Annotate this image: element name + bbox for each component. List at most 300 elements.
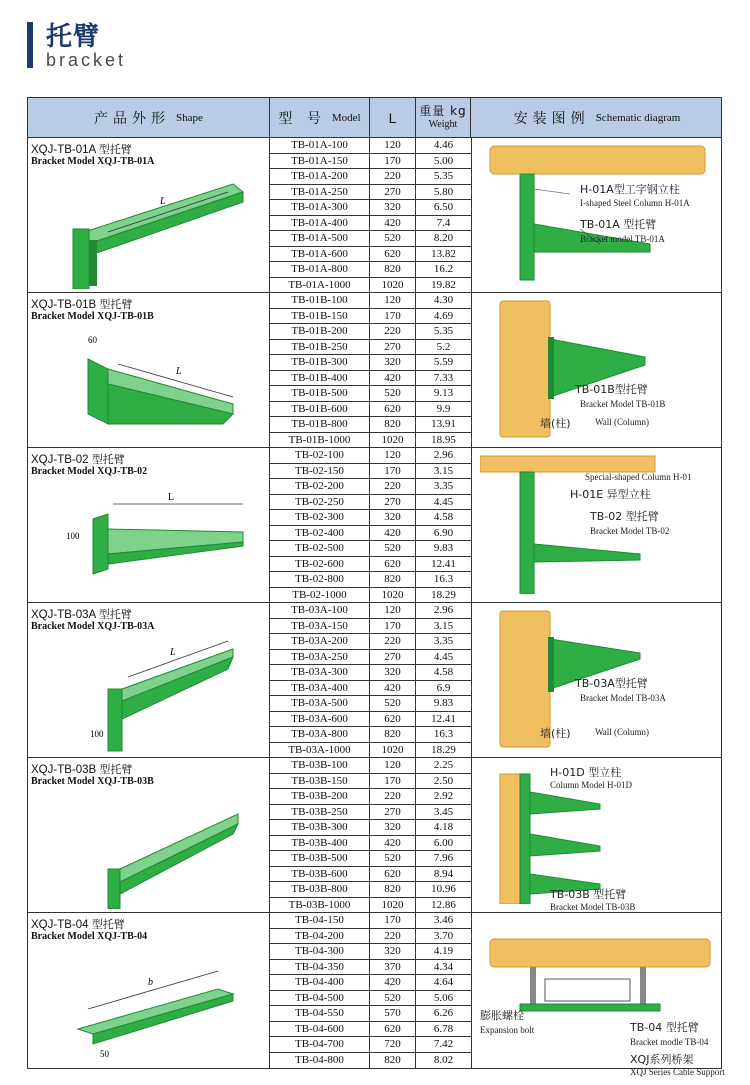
- length-cell: 820: [370, 572, 416, 587]
- schematic-diagram: [471, 603, 723, 757]
- weight-cell: 9.13: [433, 387, 454, 399]
- diagram-label: 膨胀螺栓: [480, 1009, 524, 1022]
- table-row: [270, 185, 471, 201]
- weight-cell: 4.18: [433, 821, 454, 833]
- diagram-label: I-shaped Steel Column H-01A: [580, 198, 690, 208]
- length-cell: 520: [370, 386, 416, 401]
- length-cell: 620: [370, 1022, 416, 1037]
- length-cell: 820: [370, 882, 416, 897]
- bracket-spec-table: [27, 97, 725, 1077]
- diagram-label: TB-03B 型托臂: [550, 888, 627, 901]
- diagram-label: TB-02 型托臂: [590, 510, 659, 523]
- page-title: 托臂: [46, 22, 101, 52]
- table-row: [270, 588, 471, 604]
- model-cell: TB-01B-400: [270, 371, 370, 386]
- length-cell: 120: [370, 758, 416, 773]
- dim-label-2: 60: [88, 335, 97, 345]
- shape-cell: [28, 758, 270, 912]
- col-diagram: [471, 98, 723, 138]
- model-cell: TB-04-150: [270, 913, 370, 928]
- length-cell: 1020: [370, 433, 416, 449]
- table-row: [270, 805, 471, 821]
- col-model-en: Model: [331, 112, 361, 124]
- length-cell: 220: [370, 929, 416, 944]
- table-row: [270, 1037, 471, 1053]
- model-cell: TB-04-550: [270, 1006, 370, 1021]
- weight-cell: 13.91: [431, 418, 456, 430]
- length-cell: 120: [370, 138, 416, 153]
- model-cell: TB-01A-600: [270, 247, 370, 262]
- model-cell: TB-02-600: [270, 557, 370, 572]
- model-cell: TB-02-200: [270, 479, 370, 494]
- length-cell: 320: [370, 510, 416, 525]
- weight-cell: 2.50: [433, 774, 454, 787]
- diagram-label: 墙(柱): [540, 727, 571, 740]
- model-cell: TB-01A-400: [270, 216, 370, 231]
- length-cell: 270: [370, 340, 416, 355]
- model-cell: TB-02-250: [270, 495, 370, 510]
- bracket-group: [28, 758, 721, 913]
- length-cell: 320: [370, 355, 416, 370]
- bracket-group: [28, 293, 721, 448]
- length-cell: 820: [370, 727, 416, 742]
- model-cell: TB-01B-150: [270, 309, 370, 324]
- table-row: [270, 836, 471, 852]
- length-cell: 320: [370, 944, 416, 959]
- group-subtitle: Bracket Model XQJ-TB-02: [31, 466, 148, 477]
- model-cell: TB-01A-1000: [270, 278, 370, 294]
- model-cell: TB-04-800: [270, 1053, 370, 1069]
- table-row: [270, 479, 471, 495]
- col-weight-en: Weight: [428, 119, 458, 130]
- dim-label: L: [170, 647, 176, 658]
- model-cell: TB-03B-150: [270, 774, 370, 789]
- model-cell: TB-01A-500: [270, 231, 370, 246]
- col-diagram-cn: 安装图例: [513, 111, 590, 127]
- length-cell: 220: [370, 324, 416, 339]
- model-cell: TB-03A-100: [270, 603, 370, 618]
- weight-cell: 4.58: [433, 511, 454, 523]
- bracket-group: [28, 913, 725, 1077]
- length-cell: 220: [370, 789, 416, 804]
- diagram-label: 墙(柱): [540, 417, 571, 430]
- weight-cell: 5.35: [433, 325, 454, 337]
- weight-cell: 3.15: [433, 619, 454, 632]
- model-cell: TB-01B-100: [270, 293, 370, 308]
- diagram-label: Special-shaped Column H-01: [585, 472, 692, 482]
- table-row: [270, 324, 471, 340]
- length-cell: 420: [370, 526, 416, 541]
- model-cell: TB-01A-300: [270, 200, 370, 215]
- diagram-label: Bracket Model TB-03A: [580, 693, 666, 703]
- table-row: [270, 154, 471, 170]
- table-row: [270, 464, 471, 480]
- weight-cell: 4.34: [433, 960, 454, 973]
- col-weight-cn: 重量 kg: [419, 104, 467, 118]
- group-title-en: XQJ-TB-03A: [31, 609, 96, 621]
- spec-rows: [270, 293, 471, 448]
- model-cell: TB-04-350: [270, 960, 370, 975]
- dim-label: L: [168, 492, 175, 503]
- length-cell: 1020: [370, 588, 416, 604]
- weight-cell: 9.83: [433, 542, 454, 554]
- diagram-label: TB-03A型托臂: [575, 677, 648, 690]
- model-cell: TB-01A-250: [270, 185, 370, 200]
- bracket-illustration: [48, 484, 248, 604]
- table-row: [270, 913, 471, 929]
- bracket-group: [28, 603, 721, 758]
- weight-cell: 2.92: [433, 790, 454, 802]
- model-cell: TB-03B-200: [270, 789, 370, 804]
- table-row: [270, 851, 471, 867]
- table-row: [270, 727, 471, 743]
- table-row: [270, 1053, 471, 1069]
- length-cell: 220: [370, 169, 416, 184]
- diagram-label: TB-04 型托臂: [630, 1021, 699, 1034]
- length-cell: 170: [370, 913, 416, 928]
- table-header: [28, 98, 721, 138]
- model-cell: TB-03A-250: [270, 650, 370, 665]
- length-cell: 370: [370, 960, 416, 975]
- table-row: [270, 293, 471, 309]
- diagram-label: XQJ Series Cable Support: [630, 1067, 725, 1077]
- dim-label-2: 50: [100, 1049, 109, 1059]
- group-title-en: XQJ-TB-02: [31, 454, 89, 466]
- model-cell: TB-03B-1000: [270, 898, 370, 914]
- shape-cell: [28, 603, 270, 757]
- table-row: [270, 433, 471, 449]
- model-cell: TB-01B-250: [270, 340, 370, 355]
- weight-cell: 4.19: [433, 945, 454, 957]
- table-row: [270, 619, 471, 635]
- model-cell: TB-03B-250: [270, 805, 370, 820]
- group-title-en: XQJ-TB-01A: [31, 144, 96, 156]
- weight-cell: 8.94: [433, 867, 454, 880]
- model-cell: TB-01A-800: [270, 262, 370, 277]
- header-accent-bar: [27, 22, 33, 68]
- diagram-label: Expansion bolt: [480, 1025, 535, 1035]
- weight-cell: 5.06: [433, 991, 454, 1004]
- weight-cell: 7.4: [436, 216, 451, 229]
- table-row: [270, 867, 471, 883]
- schematic-diagram: [471, 913, 725, 1077]
- weight-cell: 4.46: [433, 139, 454, 151]
- table-row: [270, 355, 471, 371]
- table-row: [270, 448, 471, 464]
- diagram-label: Bracket modle TB-04: [630, 1037, 709, 1047]
- model-cell: TB-03B-100: [270, 758, 370, 773]
- length-cell: 170: [370, 464, 416, 479]
- bracket-illustration: [48, 639, 248, 759]
- length-cell: 420: [370, 681, 416, 696]
- shape-cell: [28, 138, 270, 292]
- group-subtitle: Bracket Model XQJ-TB-01A: [31, 156, 155, 167]
- table-row: [270, 247, 471, 263]
- col-shape-en: Shape: [176, 112, 203, 124]
- length-cell: 120: [370, 293, 416, 308]
- bracket-group: [28, 448, 721, 603]
- model-cell: TB-04-400: [270, 975, 370, 990]
- length-cell: 420: [370, 836, 416, 851]
- weight-cell: 3.46: [433, 914, 454, 926]
- model-cell: TB-03A-1000: [270, 743, 370, 759]
- weight-cell: 8.02: [433, 1053, 454, 1066]
- dim-label: b: [148, 977, 153, 988]
- dim-label-2: 100: [66, 531, 80, 541]
- model-cell: TB-03B-500: [270, 851, 370, 866]
- table-row: [270, 572, 471, 588]
- weight-cell: 5.59: [433, 356, 454, 368]
- weight-cell: 4.64: [433, 976, 454, 988]
- table-row: [270, 758, 471, 774]
- length-cell: 1020: [370, 898, 416, 914]
- table-row: [270, 262, 471, 278]
- diagram-label: H-01A型工字钢立柱: [580, 183, 680, 196]
- weight-cell: 7.42: [433, 1038, 454, 1050]
- group-title-cn: 型托臂: [91, 918, 125, 931]
- weight-cell: 19.82: [431, 278, 456, 291]
- weight-cell: 5.35: [433, 170, 454, 182]
- table-row: [270, 634, 471, 650]
- weight-cell: 9.9: [436, 402, 451, 415]
- weight-cell: 13.82: [431, 247, 456, 260]
- group-subtitle: Bracket Model XQJ-TB-03B: [31, 776, 154, 787]
- weight-cell: 6.90: [433, 526, 454, 539]
- model-cell: TB-01B-200: [270, 324, 370, 339]
- bracket-illustration: [48, 794, 248, 914]
- table-row: [270, 681, 471, 697]
- table-row: [270, 929, 471, 945]
- model-cell: TB-01B-500: [270, 386, 370, 401]
- shape-cell: [28, 913, 270, 1068]
- weight-cell: 18.95: [431, 433, 456, 446]
- weight-cell: 6.26: [433, 1007, 454, 1019]
- weight-cell: 12.41: [431, 712, 456, 725]
- weight-cell: 2.96: [433, 449, 454, 461]
- table-row: [270, 200, 471, 216]
- length-cell: 620: [370, 712, 416, 727]
- length-cell: 220: [370, 479, 416, 494]
- dim-label-2: 100: [90, 729, 104, 739]
- model-cell: TB-02-100: [270, 448, 370, 463]
- length-cell: 120: [370, 448, 416, 463]
- bracket-group: [28, 138, 721, 293]
- model-cell: TB-01A-200: [270, 169, 370, 184]
- length-cell: 820: [370, 1053, 416, 1069]
- col-shape-cn: 产品外形: [94, 111, 171, 127]
- model-cell: TB-04-300: [270, 944, 370, 959]
- table-row: [270, 231, 471, 247]
- model-cell: TB-03B-800: [270, 882, 370, 897]
- length-cell: 170: [370, 154, 416, 169]
- group-title: [31, 296, 132, 312]
- diagram-label: XQJ系列桥架: [630, 1053, 694, 1066]
- table-row: [270, 557, 471, 573]
- table-row: [270, 371, 471, 387]
- group-title-cn: 型托臂: [99, 763, 133, 776]
- model-cell: TB-03B-300: [270, 820, 370, 835]
- table-row: [270, 526, 471, 542]
- length-cell: 120: [370, 603, 416, 618]
- weight-cell: 4.58: [433, 666, 454, 678]
- length-cell: 170: [370, 774, 416, 789]
- length-cell: 270: [370, 805, 416, 820]
- table-row: [270, 820, 471, 836]
- schematic-diagram: [471, 448, 723, 602]
- group-subtitle: Bracket Model XQJ-TB-01B: [31, 311, 154, 322]
- model-cell: TB-02-300: [270, 510, 370, 525]
- weight-cell: 3.70: [433, 929, 454, 942]
- length-cell: 270: [370, 650, 416, 665]
- length-cell: 420: [370, 216, 416, 231]
- model-cell: TB-01A-100: [270, 138, 370, 153]
- model-cell: TB-03B-400: [270, 836, 370, 851]
- model-cell: TB-01B-600: [270, 402, 370, 417]
- model-cell: TB-03A-200: [270, 634, 370, 649]
- weight-cell: 4.30: [433, 294, 454, 306]
- weight-cell: 3.35: [433, 480, 454, 492]
- group-title-en: XQJ-TB-01B: [31, 299, 97, 311]
- length-cell: 520: [370, 991, 416, 1006]
- group-title-en: XQJ-TB-04: [31, 919, 89, 931]
- group-title-cn: 型托臂: [98, 608, 132, 621]
- length-cell: 220: [370, 634, 416, 649]
- weight-cell: 6.50: [433, 201, 454, 213]
- group-title: [31, 451, 125, 467]
- table-row: [270, 665, 471, 681]
- weight-cell: 6.9: [436, 681, 451, 694]
- table-row: [270, 696, 471, 712]
- length-cell: 570: [370, 1006, 416, 1021]
- length-cell: 320: [370, 200, 416, 215]
- model-cell: TB-04-200: [270, 929, 370, 944]
- weight-cell: 18.29: [431, 743, 456, 756]
- model-cell: TB-03A-300: [270, 665, 370, 680]
- weight-cell: 12.41: [431, 557, 456, 570]
- table-row: [270, 991, 471, 1007]
- model-cell: TB-01B-300: [270, 355, 370, 370]
- table-row: [270, 1006, 471, 1022]
- weight-cell: 9.83: [433, 697, 454, 709]
- table-row: [270, 650, 471, 666]
- table-row: [270, 495, 471, 511]
- weight-cell: 16.3: [433, 728, 454, 740]
- model-cell: TB-03B-600: [270, 867, 370, 882]
- diagram-label: TB-01B型托臂: [575, 383, 648, 396]
- weight-cell: 4.45: [433, 495, 454, 508]
- length-cell: 320: [370, 820, 416, 835]
- model-cell: TB-01B-800: [270, 417, 370, 432]
- col-model: [270, 98, 370, 138]
- table-row: [270, 898, 471, 914]
- dim-label: L: [160, 196, 166, 207]
- table-row: [270, 541, 471, 557]
- weight-cell: 3.45: [433, 805, 454, 818]
- model-cell: TB-04-700: [270, 1037, 370, 1052]
- length-cell: 820: [370, 262, 416, 277]
- diagram-label: H-01D 型立柱: [550, 766, 622, 779]
- length-cell: 1020: [370, 743, 416, 759]
- weight-cell: 3.35: [433, 635, 454, 647]
- model-cell: TB-04-600: [270, 1022, 370, 1037]
- weight-cell: 12.86: [431, 898, 456, 911]
- length-cell: 270: [370, 495, 416, 510]
- table-row: [270, 789, 471, 805]
- schematic-diagram: [471, 758, 723, 912]
- table-row: [270, 975, 471, 991]
- length-cell: 520: [370, 851, 416, 866]
- model-cell: TB-02-400: [270, 526, 370, 541]
- spec-rows: [270, 758, 471, 913]
- model-cell: TB-02-800: [270, 572, 370, 587]
- col-weight: [416, 98, 471, 138]
- table-body: [28, 138, 725, 1077]
- table-row: [270, 712, 471, 728]
- bracket-illustration: [48, 329, 248, 449]
- bracket-illustration: [48, 949, 248, 1069]
- diagram-label: Wall (Column): [595, 417, 650, 427]
- table-row: [270, 386, 471, 402]
- diagram-label: Wall (Column): [595, 727, 650, 737]
- model-cell: TB-02-150: [270, 464, 370, 479]
- length-cell: 820: [370, 417, 416, 432]
- model-cell: TB-03A-500: [270, 696, 370, 711]
- diagram-label: Column Model H-01D: [550, 780, 632, 790]
- weight-cell: 5.2: [436, 340, 451, 353]
- spec-rows: [270, 913, 471, 1068]
- group-subtitle: Bracket Model XQJ-TB-04: [31, 931, 148, 942]
- group-title: [31, 916, 125, 932]
- model-cell: TB-01A-150: [270, 154, 370, 169]
- length-cell: 620: [370, 867, 416, 882]
- table-row: [270, 774, 471, 790]
- table-row: [270, 1022, 471, 1038]
- diagram-label: Bracket model TB-01A: [580, 234, 665, 244]
- length-cell: 620: [370, 557, 416, 572]
- weight-cell: 5.00: [433, 154, 454, 167]
- page-subtitle: bracket: [46, 50, 127, 70]
- model-cell: TB-03A-600: [270, 712, 370, 727]
- length-cell: 620: [370, 247, 416, 262]
- length-cell: 420: [370, 975, 416, 990]
- weight-cell: 4.69: [433, 309, 454, 322]
- weight-cell: 2.25: [433, 759, 454, 771]
- model-cell: TB-02-500: [270, 541, 370, 556]
- diagram-label: Bracket Model TB-03B: [550, 902, 636, 912]
- group-title-cn: 型托臂: [91, 453, 125, 466]
- table-row: [270, 309, 471, 325]
- group-title-cn: 型托臂: [99, 298, 133, 311]
- model-cell: TB-01B-1000: [270, 433, 370, 449]
- dim-label: L: [176, 366, 182, 377]
- table-row: [270, 960, 471, 976]
- length-cell: 720: [370, 1037, 416, 1052]
- table-row: [270, 340, 471, 356]
- table-row: [270, 278, 471, 294]
- weight-cell: 16.3: [433, 573, 454, 585]
- table-row: [270, 402, 471, 418]
- group-title-en: XQJ-TB-03B: [31, 764, 97, 776]
- model-cell: TB-03A-150: [270, 619, 370, 634]
- diagram-label: Bracket Model TB-01B: [580, 399, 666, 409]
- weight-cell: 2.96: [433, 604, 454, 616]
- bracket-illustration: [48, 174, 248, 294]
- length-cell: 170: [370, 309, 416, 324]
- col-shape: [28, 98, 270, 138]
- length-cell: 1020: [370, 278, 416, 294]
- weight-cell: 3.15: [433, 464, 454, 477]
- diagram-label: Bracket Model TB-02: [590, 526, 670, 536]
